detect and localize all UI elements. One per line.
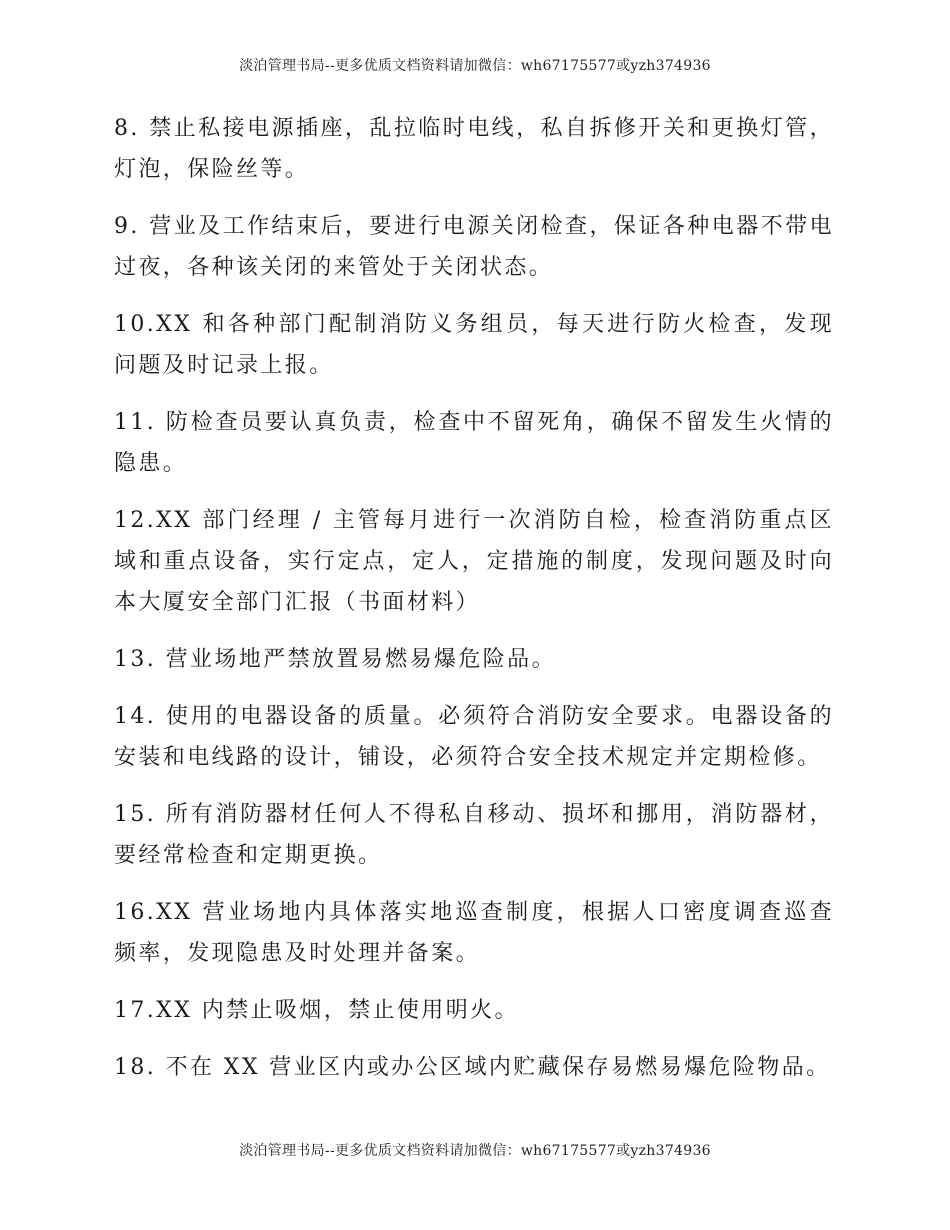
list-item-10: 10.XX 和各种部门配制消防义务组员，每天进行防火检查，发现问题及时记录上报。 — [114, 312, 834, 378]
list-item-13: 13. 营业场地严禁放置易燃易爆危险品。 — [114, 647, 556, 672]
list-item-12: 12.XX 部门经理 / 主管每月进行一次消防自检，检查消防重点区域和重点设备，实行定点，定人，定措施的制度，发现问题及时向本大厦安全部门汇报（书面材料） — [114, 508, 834, 615]
list-item-9: 9. 营业及工作结束后，要进行电源关闭检查，保证各种电器不带电过夜，各种该关闭的来管处于关闭状态。 — [114, 214, 834, 280]
page-footer: 淡泊管理书局--更多优质文档资料请加微信：wh67175577或yzh374936 — [239, 1143, 711, 1159]
list-item-15: 15. 所有消防器材任何人不得私自移动、损坏和挪用，消防器材，要经常检查和定期更换。 — [114, 802, 834, 868]
list-item-16: 16.XX 营业场地内具体落实地巡查制度，根据人口密度调查巡查频率，发现隐患及时处理并备案。 — [114, 900, 834, 966]
list-item-8: 8. 禁止私接电源插座，乱拉临时电线，私自拆修开关和更换灯管，灯泡，保险丝等。 — [114, 116, 834, 182]
list-item-11: 11. 防检查员要认真负责，检查中不留死角，确保不留发生火情的隐患。 — [114, 410, 834, 476]
list-item-17: 17.XX 内禁止吸烟，禁止使用明火。 — [114, 998, 519, 1023]
page-header: 淡泊管理书局--更多优质文档资料请加微信：wh67175577或yzh374936 — [239, 58, 711, 74]
list-item-18: 18. 不在 XX 营业区内或办公区域内贮藏保存易燃易爆危险物品。 — [114, 1055, 831, 1080]
list-item-14: 14. 使用的电器设备的质量。必须符合消防安全要求。电器设备的安装和电线路的设计，铺设，必须符合安全技术规定并定期检修。 — [114, 704, 834, 770]
document-body — [114, 108, 834, 1104]
